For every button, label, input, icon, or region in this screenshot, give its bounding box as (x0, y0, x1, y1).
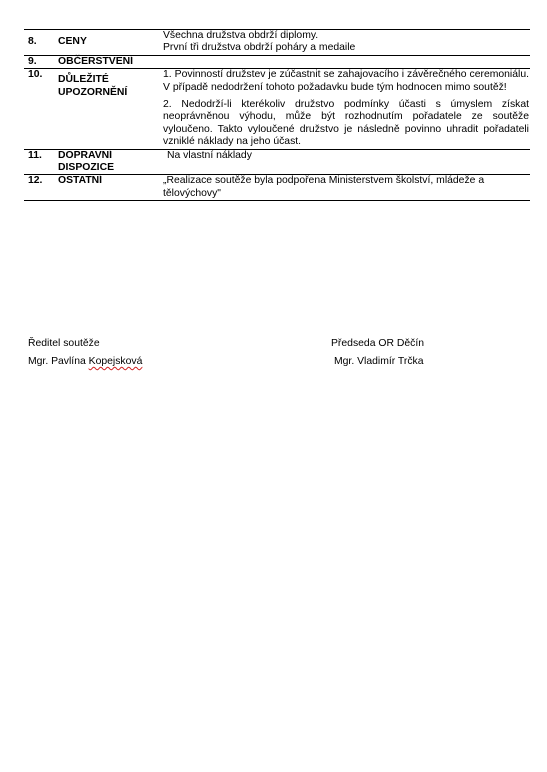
row-heading: CENY (58, 36, 87, 47)
row-content: „Realizace soutěže byla podpořena Ministerstvem školství, mládeže a tělovýchovy" (163, 175, 485, 199)
content-line: Všechna družstva obdrží diplomy. (163, 30, 319, 41)
heading-line: DŮLEŽITÉ (58, 74, 109, 86)
row-heading: OBČERSTVENÍ (58, 55, 134, 67)
row-heading (58, 149, 163, 175)
content-line: První tři družstva obdrží poháry a medaile (163, 42, 356, 54)
row-content (163, 69, 530, 149)
row-heading (58, 69, 163, 149)
row-content: Na vlastní náklady (167, 149, 252, 161)
signature-right-title: Předseda OR Děčín (331, 338, 424, 349)
name-prefix: Mgr. Pavlína (28, 356, 89, 367)
signature-right-name: Mgr. Vladimír Trčka (334, 356, 424, 367)
notice-paragraph: 2. Nedodrží-li kterékoliv družstvo podmínky účasti s úmyslem získat neoprávněnou výhodu, může být rozhodnutím pořadatele ze soutěže vyloučeno. Takto vyloučené družstvo je následně povinno uhradit pořadateli vzniklé náklady na jeho účast. (163, 99, 529, 148)
signature-left-title: Ředitel soutěže (28, 338, 100, 349)
signature-left-name (28, 356, 142, 368)
heading-line: UPOZORNĚNÍ (58, 86, 128, 98)
table-row (24, 69, 530, 149)
row-content (163, 55, 530, 68)
row-number: 9. (28, 55, 37, 67)
notice-paragraph: 1. Povinností družstev je zúčastnit se zahajovacího i závěrečného ceremoniálu. V případě nedodržení tohoto požadavku bude tým hodnocen mimo soutěž! (163, 69, 529, 93)
table-row (24, 175, 530, 201)
heading-line: DOPRAVNÍ (58, 149, 113, 161)
row-number: 11. (28, 149, 42, 161)
row-heading: OSTATNÍ (58, 175, 103, 187)
heading-line: DISPOZICE (58, 162, 115, 174)
spellcheck-underlined-surname: Kopejsková (88, 356, 143, 367)
row-number: 12. (28, 175, 43, 187)
row-content (163, 30, 530, 56)
propositions-table (24, 29, 530, 201)
table-row (24, 30, 530, 56)
table-row (24, 55, 530, 68)
row-number: 10. (28, 69, 43, 81)
table-row (24, 149, 530, 175)
row-number: 8. (28, 36, 37, 47)
